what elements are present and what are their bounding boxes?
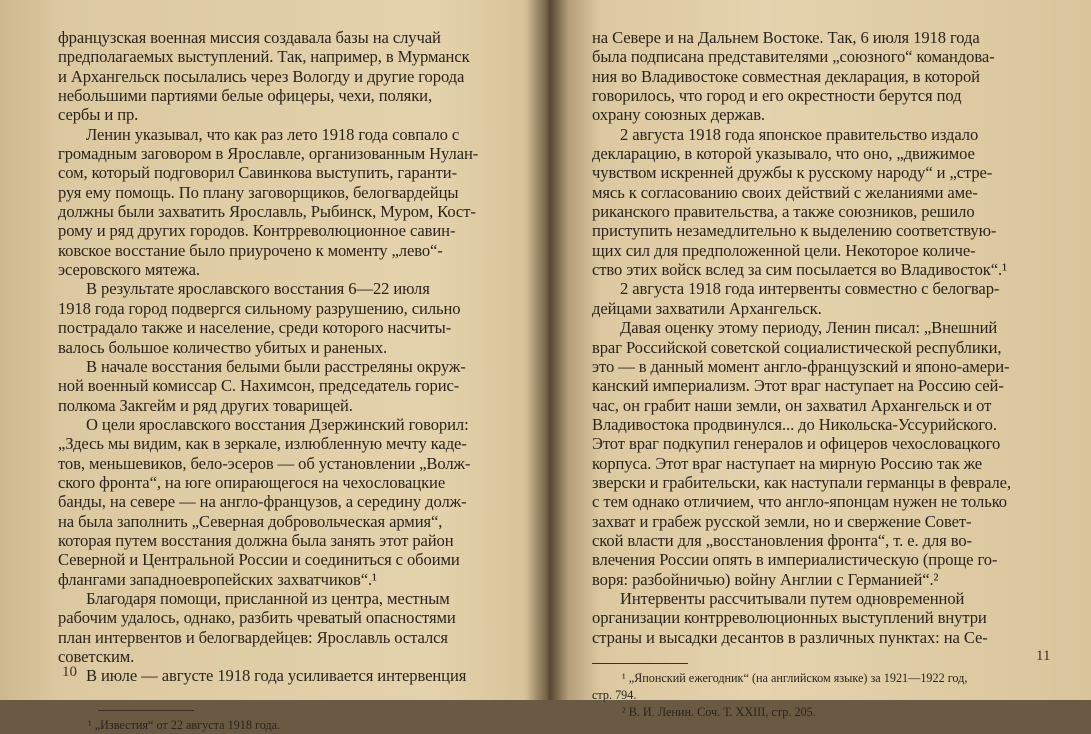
right-text-line: щих сил для предположенной цели. Некоторое количе- bbox=[592, 240, 976, 260]
left-text-line: В июле — августе 1918 года усиливается интервенция bbox=[86, 666, 467, 686]
right-text-line: канский империализм. Этот враг наступает на Россию сей- bbox=[592, 376, 1004, 396]
right-text-line: приступить незамедлительно к выделению соответствую- bbox=[592, 221, 997, 241]
left-text-line: „Здесь мы видим, как в зеркале, излюбленную мечту каде- bbox=[58, 434, 467, 454]
left-text-line: сербы и пр. bbox=[58, 105, 139, 125]
left-footnote-rule bbox=[98, 710, 194, 711]
right-text-line: на Севере и на Дальнем Востоке. Так, 6 июля 1918 года bbox=[592, 28, 980, 47]
right-text-line: Владивостока продвинулся... до Никольска-Уссурийского. bbox=[592, 414, 997, 434]
left-footnote: ¹ „Известия“ от 22 августа 1918 года. bbox=[88, 717, 281, 732]
left-text-line: на была заполнить „Северная добровольческая армия“, bbox=[58, 511, 443, 531]
right-text-line: риканского правительства, а также союзников, решило bbox=[592, 202, 975, 222]
right-footnote: стр. 794. bbox=[592, 688, 637, 702]
left-text-line: должны были захватить Ярославль, Рыбинск, Муром, Кост- bbox=[58, 202, 476, 222]
right-text-line: захват и грабеж русской земли, но и свержение Совет- bbox=[592, 511, 972, 531]
right-text-line: чувством искренней дружбы к русскому народу“ и „стре- bbox=[592, 163, 993, 183]
right-text-line: дейцами захватили Архангельск. bbox=[592, 298, 822, 318]
right-text-line: была подписана представителями „союзного“ командова- bbox=[592, 47, 995, 67]
left-text-line: О цели ярославского восстания Дзержинский говорил: bbox=[86, 414, 469, 434]
left-page-number: 10 bbox=[62, 664, 77, 680]
right-footnote-rule bbox=[592, 663, 688, 664]
left-text-line: руя ему помощь. По плану заговорщиков, белогвардейцы bbox=[58, 182, 459, 202]
book-gutter bbox=[528, 0, 568, 700]
left-text-line: флангами западноевропейских захватчиков“.¹ bbox=[58, 569, 377, 589]
right-text-line: Этот враг подкупил генералов и офицеров чехословацкого bbox=[592, 434, 1001, 454]
left-text-line: банды, на севере — на англо-французов, а середину долж- bbox=[58, 492, 467, 512]
right-text-line: корпуса. Этот враг наступает на мирную Россию так же bbox=[592, 453, 983, 473]
left-page-text bbox=[58, 28, 526, 686]
left-text-line: которая путем восстания должна была занять этот район bbox=[58, 530, 454, 550]
left-text-line: В результате ярославского восстания 6—22 июля bbox=[86, 279, 430, 299]
right-footnote: ² В. И. Ленин. Соч. Т. XXIII, стр. 205. bbox=[622, 705, 816, 719]
left-page bbox=[58, 28, 526, 734]
right-page-number: 11 bbox=[1036, 648, 1051, 664]
right-text-line: Давая оценку этому периоду, Ленин писал: „Внешний bbox=[620, 318, 998, 338]
left-text-line: и Архангельск посылались через Вологду и другие города bbox=[58, 66, 465, 86]
left-text-line: план интервентов и белогвардейцев: Ярославль остался bbox=[58, 627, 448, 647]
right-text-line: час, он грабит наши земли, он захватил Архангельск и от bbox=[592, 395, 992, 415]
left-text-line: пострадало также и население, среди которого насчиты- bbox=[58, 318, 452, 338]
right-text-line: ния во Владивостоке совместная декларация, в которой bbox=[592, 66, 980, 86]
right-text-line: воря: разбойничью) войну Англии с Германией“.² bbox=[592, 569, 939, 589]
left-text-line: Северной и Центральной России и соединиться с обоими bbox=[58, 550, 460, 570]
left-text-line: валось большое количество убитых и раненых. bbox=[58, 337, 388, 357]
right-text-line: организации контрреволюционных выступлений внутри bbox=[592, 608, 987, 628]
right-text-line: говорилось, что город и его окрестности берутся под bbox=[592, 86, 962, 106]
right-text-line: ской власти для „восстановления фронта“, т. е. для во- bbox=[592, 530, 972, 550]
left-text-line: эсеровского мятежа. bbox=[58, 260, 200, 280]
left-text-line: В начале восстания белыми были расстреляны окруж- bbox=[86, 356, 466, 376]
left-text-line: французская военная миссия создавала базы на случай bbox=[58, 28, 441, 47]
right-text-line: мясь к согласованию своих действий с желаниями аме- bbox=[592, 182, 978, 202]
right-text-line: это — в данный момент англо-французский и японо-амери- bbox=[592, 356, 1010, 376]
right-text-line: ство этих войск вслед за сим посылается во Владивосток“.¹ bbox=[592, 260, 1007, 280]
left-text-line: тов, меньшевиков, бело-эсеров — об установлении „Волж- bbox=[58, 453, 471, 473]
left-footnotes bbox=[58, 717, 526, 734]
right-text-line: зверски и грабительски, как наступали германцы в феврале, bbox=[592, 472, 1011, 492]
right-page-text bbox=[592, 28, 1058, 647]
right-text-line: Интервенты рассчитывали путем одновременной bbox=[620, 588, 965, 608]
left-text-line: небольшими партиями белые офицеры, чехи, поляки, bbox=[58, 86, 432, 106]
left-text-line: рабочим удалось, однако, разбить чреватый опасностями bbox=[58, 608, 456, 628]
left-text-line: полкома Закгейм и ряд других товарищей. bbox=[58, 395, 353, 415]
left-text-line: сом, который подговорил Савинкова выступить, гаранти- bbox=[58, 163, 458, 183]
left-text-line: Благодаря помощи, присланной из центра, местным bbox=[86, 588, 450, 608]
right-text-line: охрану союзных держав. bbox=[592, 105, 765, 125]
left-text-line: Ленин указывал, что как раз лето 1918 года совпало с bbox=[86, 124, 460, 144]
right-text-line: с тем однако отличием, что англо-японцам нужен не только bbox=[592, 492, 1008, 512]
left-text-line: советским. bbox=[58, 647, 135, 666]
left-text-line: громадным заговором в Ярославле, организованным Нулан- bbox=[58, 144, 479, 164]
left-text-line: ной военный комиссар С. Нахимсон, председатель горис- bbox=[58, 376, 460, 396]
right-text-line: декларацию, в которой указывало, что оно, „движимое bbox=[592, 144, 975, 164]
right-text-line: враг Российской советской социалистической республики, bbox=[592, 337, 1002, 357]
right-text-line: 2 августа 1918 года интервенты совместно с белогвар- bbox=[620, 279, 1000, 299]
left-text-line: предполагаемых выступлений. Так, например, в Мурманск bbox=[58, 47, 470, 67]
left-text-line: 1918 года город подвергся сильному разрушению, сильно bbox=[58, 298, 461, 318]
right-text-line: 2 августа 1918 года японское правительство издало bbox=[620, 124, 979, 144]
right-text-line: влечения России опять в империалистическую (проще го- bbox=[592, 550, 998, 570]
right-page bbox=[592, 28, 1058, 721]
left-text-line: ского фронта“, на юге опирающегося на чехословацкие bbox=[58, 472, 446, 492]
right-text-line: страны и высадки десантов в различных пунктах: на Се- bbox=[592, 627, 988, 647]
right-footnote: ¹ „Японский ежегодник“ (на английском языке) за 1921—1922 год, bbox=[622, 671, 968, 685]
left-text-line: ковское восстание было приурочено к моменту „лево“- bbox=[58, 240, 443, 260]
left-text-line: рому и ряд других городов. Контрреволюционное савин- bbox=[58, 221, 456, 241]
right-footnotes bbox=[592, 670, 1058, 721]
